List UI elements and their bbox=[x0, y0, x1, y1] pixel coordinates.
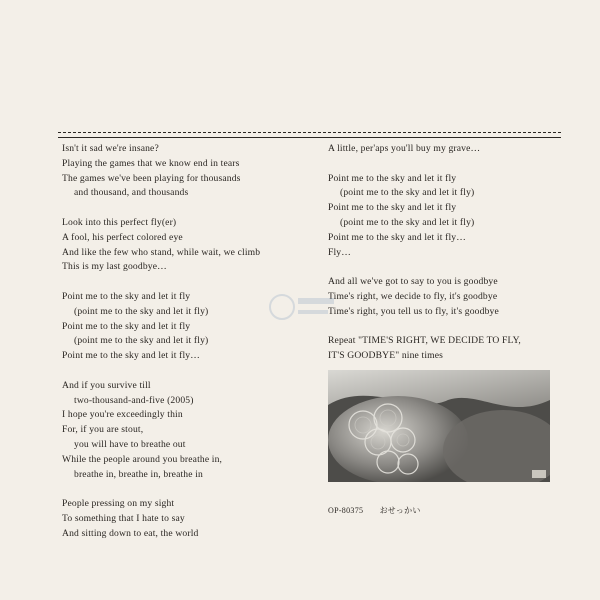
lyric-line: People pressing on my sight bbox=[62, 498, 175, 510]
lyric-line: And sitting down to eat, the world bbox=[62, 527, 199, 539]
lyrics-right-column bbox=[328, 142, 563, 364]
lyric-line: Point me to the sky and let it fly bbox=[328, 202, 457, 214]
lyric-line: Point me to the sky and let it fly bbox=[328, 172, 457, 184]
lyric-line: and thousand, and thousands bbox=[74, 187, 189, 199]
lyric-line: This is my last goodbye… bbox=[62, 261, 167, 273]
lyric-line: (point me to the sky and let it fly) bbox=[74, 305, 209, 317]
stanza-gap bbox=[62, 201, 317, 216]
stanza-gap bbox=[62, 275, 317, 290]
stanza-gap bbox=[62, 482, 317, 497]
cover-photo bbox=[328, 370, 550, 482]
lyric-line: Repeat "TIME'S RIGHT, WE DECIDE TO FLY, bbox=[328, 335, 521, 347]
lyric-line: Time's right, you tell us to fly, it's goodbye bbox=[328, 305, 499, 317]
lyric-line: IT'S GOODBYE" nine times bbox=[328, 350, 444, 362]
lyric-line: Point me to the sky and let it fly… bbox=[328, 231, 466, 243]
lyric-line: Fly… bbox=[328, 246, 351, 258]
lyric-line: For, if you are stout, bbox=[62, 424, 144, 436]
lyric-line: (point me to the sky and let it fly) bbox=[74, 335, 209, 347]
catalog-number: OP-80375 bbox=[328, 506, 364, 515]
lyric-line: two-thousand-and-five (2005) bbox=[74, 394, 194, 406]
lyric-line: And like the few who stand, while wait, we climb bbox=[62, 246, 261, 258]
lyric-line: Look into this perfect fly(er) bbox=[62, 216, 177, 228]
lyric-line: I hope you're exceedingly thin bbox=[62, 409, 183, 421]
lyrics-left-column bbox=[62, 142, 317, 542]
lyric-line: And if you survive till bbox=[62, 379, 151, 391]
lyric-line: The games we've been playing for thousands bbox=[62, 172, 241, 184]
song-title-japanese: おせっかい bbox=[379, 506, 421, 515]
lyric-line: Isn't it sad we're insane? bbox=[62, 143, 159, 154]
top-divider-rule bbox=[58, 132, 561, 138]
lyric-line: To something that I hate to say bbox=[62, 512, 185, 524]
stanza-gap bbox=[62, 364, 317, 379]
lyric-line: Point me to the sky and let it fly bbox=[62, 320, 191, 332]
lyric-line: A little, per'aps you'll buy my grave… bbox=[328, 143, 481, 154]
lyric-line: Time's right, we decide to fly, it's goodbye bbox=[328, 290, 498, 302]
stanza-gap bbox=[328, 157, 563, 172]
lyric-line: (point me to the sky and let it fly) bbox=[340, 216, 475, 228]
lyric-line: A fool, his perfect colored eye bbox=[62, 231, 183, 243]
cover-photo-image bbox=[328, 370, 550, 482]
lyric-line: you will have to breathe out bbox=[74, 438, 186, 450]
lyric-line: Point me to the sky and let it fly… bbox=[62, 350, 200, 362]
lyric-line: Point me to the sky and let it fly bbox=[62, 290, 191, 302]
lyric-line: And all we've got to say to you is goodbye bbox=[328, 276, 498, 288]
lyric-line: Playing the games that we know end in tears bbox=[62, 157, 240, 169]
lyric-line: breathe in, breathe in, breathe in bbox=[74, 468, 203, 480]
lyric-line: (point me to the sky and let it fly) bbox=[340, 187, 475, 199]
faded-logo-stamp bbox=[268, 290, 338, 324]
catalog-info bbox=[328, 505, 421, 516]
lyric-line: While the people around you breathe in, bbox=[62, 453, 223, 465]
stanza-gap bbox=[328, 260, 563, 275]
stanza-gap bbox=[328, 320, 563, 335]
